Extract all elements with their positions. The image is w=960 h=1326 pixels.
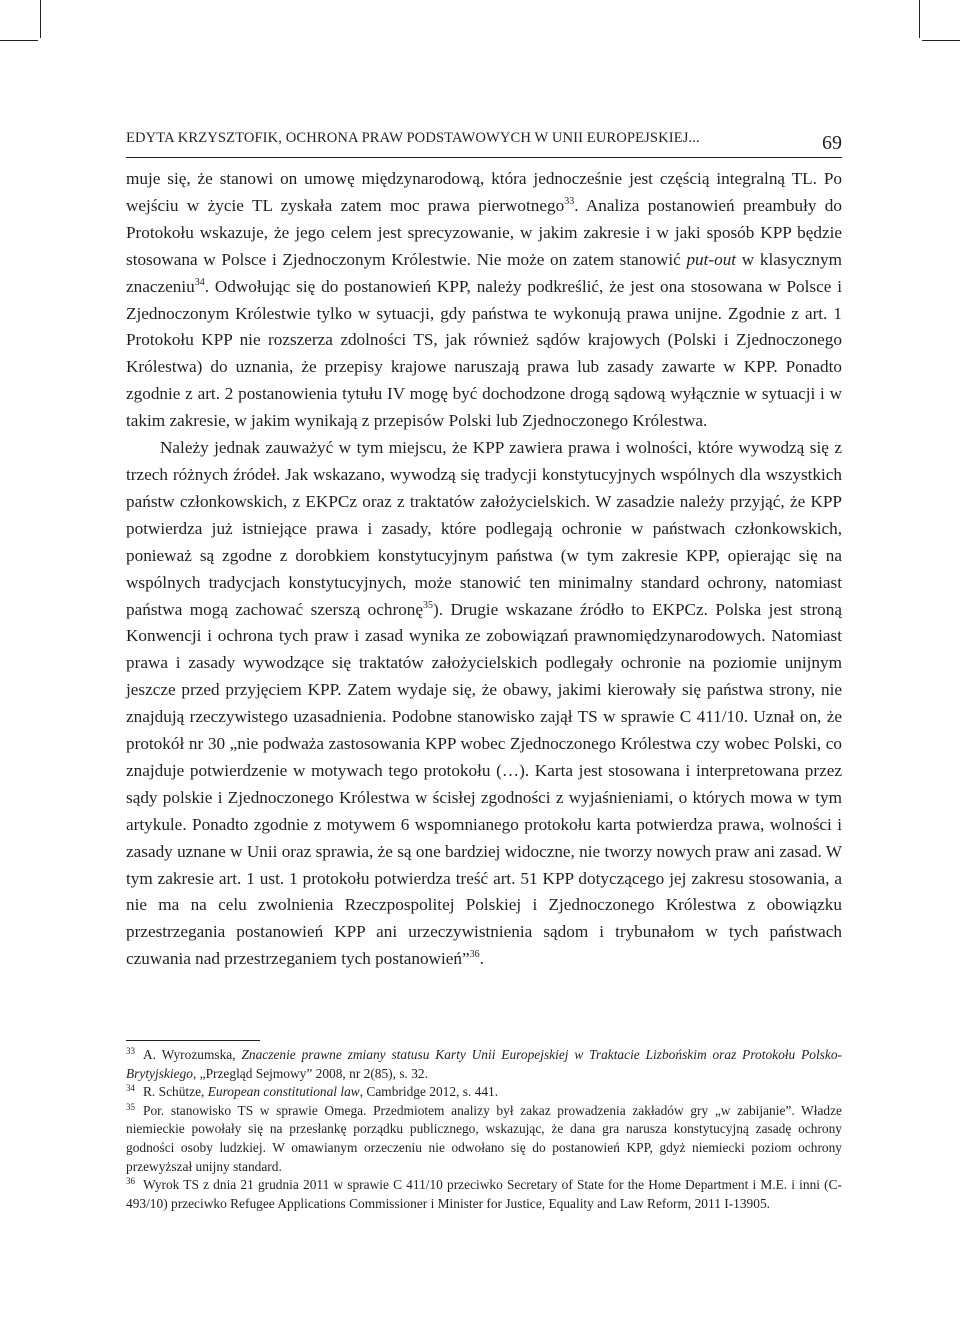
footnote-ref-33[interactable]: 33 bbox=[564, 195, 575, 207]
footnote-36: $^{36}$ Wyrok TS z dnia 21 grudnia 2011 w sprawie C 411/10 przeciwko Secretary of State for the Home Department i M.E. i inni (C-493/10) przeciwko Refugee Applications Commissioner i Minister for Justice, Equality and Law Reform, 2011 I-13905. bbox=[126, 1176, 842, 1211]
running-head: EDYTA KRZYSZTOFIK, OCHRONA PRAW PODSTAWOWYCH W UNII EUROPEJSKIEJ... bbox=[126, 130, 700, 146]
footnote-separator bbox=[126, 1040, 260, 1041]
paragraph-2: Należy jednak zauważyć w tym miejscu, że KPP zawiera prawa i wolności, które wywodzą się z trzech różnych źródeł. Jak wskazano, wywodzą się tradycji konstytucyjnych wspólnych dla wszystkich państw członkowskich, z EKPCz oraz z traktatów założycielskich. W zasadzie należy przyjąć, że KPP potwierdza już istniejące prawa i zasady, które podlegają ochronie w państwach członkowskich, ponieważ są zgodne z dorobkiem konstytucyjnym państwa (w tym zakresie KPP, opierając się na wspólnych tradycjach konstytucyjnych, może stanowić ten minimalny standard ochrony, natomiast państwa mogą zachować szerszą ochronę$^{35}$). Drugie wskazane źródło to EKPCz. Polska jest stroną Konwencji i ochrona tych praw i zasad wynika ze zobowiązań prawnomiędzynarodowych. Natomiast prawa i zasady wywodzące się traktatów założycielskich podlegały ochronie na poziomie unijnym jeszcze przed przyjęciem KPP. Zatem wydaje się, że obawy, jakimi kierowały się państwa strony, nie znajdują rzeczywistego uzasadnienia. Podobne stanowisko zajął TS w sprawie C 411/10. Uznał on, że protokół nr 30 „nie podważa zastosowania KPP wobec Zjednoczonego Królestwa czy wobec Polski, co znajduje potwierdzenie w motywach tego protokołu (…). Karta jest stosowana i interpretowana przez sądy polskie i Zjednoczonego Królestwa w ścisłej zgodności z wyjaśnieniami, o których mowa w tym artykule. Ponadto zgodnie z motywem 6 wspomnianego protokołu karta potwierdza prawa, wolności i zasady uznane w Unii oraz sprawia, że są one bardziej widoczne, nie tworzy nowych praw ani zasad. W tym zakresie art. 1 ust. 1 protokołu potwierdza treść art. 51 KPP dotyczącego jej zakresu stosowania, a nie ma na celu zwolnienia Rzeczpospolitej Polskiej i Zjednoczonego Królestwa z obowiązku przestrzegania postanowień KPP ani urzeczywistnienia sądom i trybunałom w tych państwach czuwania nad przestrzeganiem tych postanowień”$^{36}$. bbox=[126, 438, 842, 969]
footnote-ref-35[interactable]: 35 bbox=[423, 599, 434, 611]
page-number: 69 bbox=[822, 132, 842, 154]
footnotes bbox=[126, 1046, 842, 1213]
page-header bbox=[126, 126, 842, 158]
italic-term: put-out bbox=[686, 249, 737, 269]
crop-mark-top-left bbox=[40, 0, 41, 38]
footnote-34: $^{34}$ R. Schütze, European constitutional law, Cambridge 2012, s. 441. bbox=[126, 1083, 499, 1100]
footnote-35: $^{35}$ Por. stanowisko TS w sprawie Omega. Przedmiotem analizy był zakaz prowadzenia zakładów gry „w zabijanie”. Władze niemieckie powołały się na przesłankę porządku publicznego, wskazując, że dana gra narusza konstytucyjną zasadę ochrony godności osoby ludzkiej. W omawianym orzeczeniu nie odwołano się do postanowień KPP, gdyż niemiecki poziom ochrony przewyższał unijny standard. bbox=[126, 1101, 842, 1174]
paragraph-1: muje się, że stanowi on umowę międzynarodową, która jednocześnie jest częścią integralną TL. Po wejściu w życie TL zyskała zatem moc prawa pierwotnego$^{33}$. Analiza postanowień preambuły do Protokołu wskazuje, że jego celem jest sprecyzowanie, w jakim zakresie i w jaki sposób KPP będzie stosowana w Polsce i Zjednoczonym Królestwie. Nie może on zatem stanowić put-out w klasycznym znaczeniu$^{34}$. Odwołując się do postanowień KPP, należy podkreślić, że jest ona stosowana w Polsce i Zjednoczonym Królestwie tylko w sytuacji, gdy państwa te wykonują prawa unijne. Zgodnie z art. 1 Protokołu KPP nie rozszerza zdolności TS, jak również sądów krajowych (Polski i Zjednoczonego Królestwa) do uznania, że przepisy krajowe naruszają prawa lub zasady zawarte w KPP. Ponadto zgodnie z art. 2 postanowienia tytułu IV mogę być dochodzone drogą sądową wyłącznie w sytuacji i w takim zakresie, w jakim wynikają z przepisów Polski lub Zjednoczonego Królestwa. bbox=[126, 169, 842, 431]
crop-mark-left-top bbox=[0, 40, 38, 41]
footnote-ref-34[interactable]: 34 bbox=[194, 276, 205, 288]
body-text bbox=[126, 166, 842, 973]
crop-mark-right-top bbox=[922, 40, 960, 41]
footnote-33: $^{33}$ A. Wyrozumska, Znaczenie prawne zmiany statusu Karty Unii Europejskiej w Traktacie Lizbońskim oraz Protokołu Polsko-Brytyjskiego, „Przegląd Sejmowy” 2008, nr 2(85), s. 32. bbox=[126, 1046, 842, 1081]
crop-mark-top-right bbox=[919, 0, 920, 38]
footnote-ref-36[interactable]: 36 bbox=[469, 949, 480, 961]
